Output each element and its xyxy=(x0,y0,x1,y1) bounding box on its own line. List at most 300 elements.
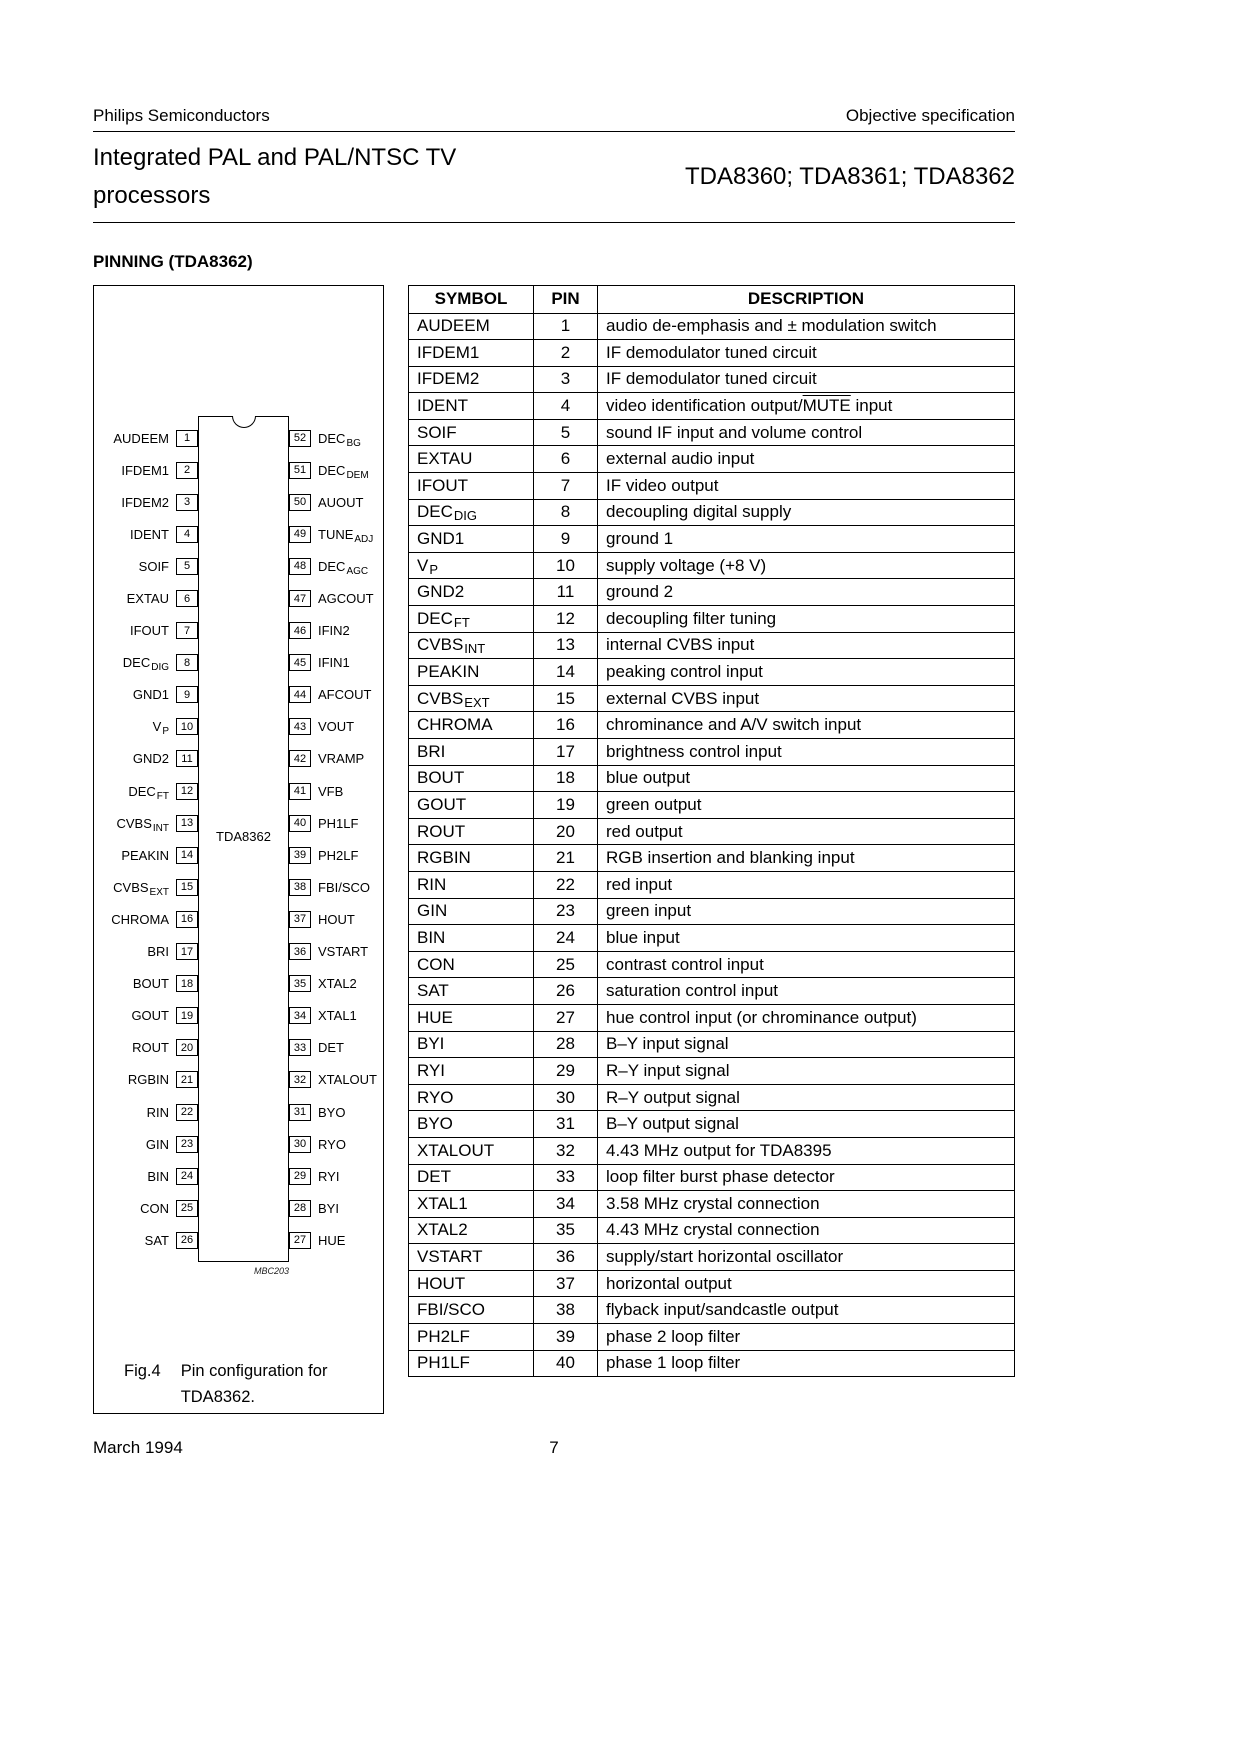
pin-label-text: AGCOUT xyxy=(318,591,374,607)
pin-row xyxy=(100,1224,198,1256)
pin-label xyxy=(130,527,169,542)
pin-row xyxy=(100,1032,198,1064)
symbol-text: XTALOUT xyxy=(417,1140,495,1160)
pin-label xyxy=(318,1169,339,1184)
pin-row xyxy=(100,936,198,968)
pin-row xyxy=(289,1032,401,1064)
pin-number-box: 15 xyxy=(176,879,198,896)
description-text: input xyxy=(850,396,893,416)
description-cell xyxy=(598,419,1015,446)
symbol-text: BRI xyxy=(417,741,446,761)
description-text: external audio input xyxy=(606,449,755,469)
symbol-cell xyxy=(409,473,534,500)
pin-row xyxy=(289,743,401,775)
description-text: red output xyxy=(606,821,683,841)
symbol-cell xyxy=(409,951,534,978)
pin-row xyxy=(289,582,401,614)
document-header xyxy=(93,106,1015,126)
pin-label xyxy=(133,976,169,991)
symbol-text: RGBIN xyxy=(417,848,471,868)
pin-label-text: SOIF xyxy=(138,558,169,574)
pin-number-box: 21 xyxy=(176,1071,198,1088)
description-text: hue control input (or chrominance output) xyxy=(606,1007,917,1027)
description-text: peaking control input xyxy=(606,662,763,682)
symbol-cell xyxy=(409,632,534,659)
table-row xyxy=(409,898,1015,925)
pin-label-text: RGBIN xyxy=(127,1072,169,1088)
symbol-text: PEAKIN xyxy=(417,662,480,682)
pin-number-box: 27 xyxy=(289,1232,311,1249)
page-content xyxy=(93,0,1015,1754)
symbol-cell xyxy=(409,1324,534,1351)
pin-label-text: GOUT xyxy=(131,1008,169,1024)
pin-label-text: CON xyxy=(140,1200,169,1216)
document-footer xyxy=(93,1438,1015,1458)
description-cell xyxy=(598,526,1015,553)
description-cell xyxy=(598,685,1015,712)
table-row xyxy=(409,792,1015,819)
pin-cell: 12 xyxy=(534,606,598,633)
table-row xyxy=(409,925,1015,952)
pin-label-text: PEAKIN xyxy=(121,847,169,863)
document-title-line1: Integrated PAL and PAL/NTSC TV xyxy=(93,144,457,171)
pin-label-text: IFDEM2 xyxy=(121,494,169,510)
figure-caption-line2: TDA8362. xyxy=(180,1388,255,1406)
description-text: B–Y input signal xyxy=(606,1034,729,1054)
description-text: R–Y output signal xyxy=(606,1087,740,1107)
description-text: phase 2 loop filter xyxy=(606,1326,741,1346)
symbol-cell xyxy=(409,1058,534,1085)
pin-label xyxy=(147,944,169,959)
pin-label xyxy=(318,1072,377,1087)
pin-number-box: 24 xyxy=(176,1168,198,1185)
symbol-cell xyxy=(409,1350,534,1377)
symbol-text: CVBS xyxy=(417,635,464,655)
pin-row xyxy=(289,647,401,679)
pin-label-text: IFOUT xyxy=(130,623,169,639)
table-row xyxy=(409,499,1015,526)
pin-row xyxy=(289,1224,401,1256)
pin-label xyxy=(111,912,169,927)
pin-row xyxy=(100,968,198,1000)
pin-number-box: 39 xyxy=(289,847,311,864)
chip-body xyxy=(198,416,289,1262)
pin-row xyxy=(289,1064,401,1096)
symbol-cell xyxy=(409,898,534,925)
pin-label xyxy=(122,655,169,674)
pin-number-box: 17 xyxy=(176,943,198,960)
pin-label xyxy=(152,719,169,738)
pin-number-box: 25 xyxy=(176,1200,198,1217)
symbol-subscript: P xyxy=(429,561,439,577)
description-text: 3.58 MHz crystal connection xyxy=(606,1193,820,1213)
page-number: 7 xyxy=(549,1438,559,1457)
table-row xyxy=(409,606,1015,633)
table-row xyxy=(409,366,1015,393)
description-text: ground 2 xyxy=(606,582,674,602)
pin-label-text: VSTART xyxy=(318,944,369,960)
symbol-cell xyxy=(409,1244,534,1271)
table-row xyxy=(409,818,1015,845)
symbol-text: GND2 xyxy=(417,582,465,602)
symbol-cell xyxy=(409,1111,534,1138)
pin-row xyxy=(100,711,198,743)
symbol-cell xyxy=(409,499,534,526)
header-company: Philips Semiconductors xyxy=(93,106,270,125)
symbol-cell xyxy=(409,340,534,367)
description-cell xyxy=(598,1137,1015,1164)
symbol-cell xyxy=(409,1217,534,1244)
table-row xyxy=(409,1350,1015,1377)
pin-label-text: BYO xyxy=(318,1104,346,1120)
pin-number-box: 13 xyxy=(176,815,198,832)
symbol-text: RYI xyxy=(417,1060,446,1080)
pin-label xyxy=(128,1072,169,1087)
table-row xyxy=(409,1084,1015,1111)
pin-cell: 32 xyxy=(534,1137,598,1164)
figure-reference-code: MBC203 xyxy=(253,1266,289,1276)
table-row xyxy=(409,765,1015,792)
pin-number-box: 34 xyxy=(289,1007,311,1024)
figure-caption xyxy=(124,1358,327,1410)
symbol-cell xyxy=(409,845,534,872)
pin-cell: 19 xyxy=(534,792,598,819)
description-text: decoupling filter tuning xyxy=(606,608,777,628)
pin-label-subscript: DIG xyxy=(151,662,169,674)
pin-number-box: 31 xyxy=(289,1104,311,1121)
pin-number-box: 26 xyxy=(176,1232,198,1249)
description-text: 4.43 MHz output for TDA8395 xyxy=(606,1140,832,1160)
description-cell xyxy=(598,1270,1015,1297)
description-text: supply/start horizontal oscillator xyxy=(606,1247,844,1267)
pin-label xyxy=(121,848,169,863)
description-cell xyxy=(598,606,1015,633)
pin-cell: 16 xyxy=(534,712,598,739)
table-row xyxy=(409,552,1015,579)
pin-row xyxy=(100,839,198,871)
table-row xyxy=(409,685,1015,712)
description-cell xyxy=(598,845,1015,872)
pin-label xyxy=(133,751,169,766)
pin-row xyxy=(289,454,401,486)
description-cell xyxy=(598,1084,1015,1111)
pin-cell: 28 xyxy=(534,1031,598,1058)
pin-label xyxy=(318,687,371,702)
pin-number-box: 29 xyxy=(289,1168,311,1185)
pin-number-box: 1 xyxy=(176,430,198,447)
symbol-text: SOIF xyxy=(417,422,457,442)
pin-cell: 14 xyxy=(534,659,598,686)
pin-row xyxy=(100,1096,198,1128)
pin-label-text: IFIN2 xyxy=(318,623,350,639)
pin-row xyxy=(100,743,198,775)
pin-label-subscript: AGC xyxy=(346,565,369,577)
symbol-text: FBI/SCO xyxy=(417,1300,486,1320)
description-cell xyxy=(598,925,1015,952)
description-text: B–Y output signal xyxy=(606,1114,739,1134)
description-text: R–Y input signal xyxy=(606,1060,730,1080)
pin-cell: 18 xyxy=(534,765,598,792)
pin-label-text: DEC xyxy=(318,430,346,446)
table-row xyxy=(409,1004,1015,1031)
symbol-cell xyxy=(409,419,534,446)
symbol-cell xyxy=(409,393,534,420)
pin-row xyxy=(289,422,401,454)
pin-label-text: AUDEEM xyxy=(113,430,169,446)
symbol-text: IFDEM2 xyxy=(417,369,480,389)
symbol-cell xyxy=(409,1191,534,1218)
pin-label-text: DET xyxy=(318,1040,344,1056)
pin-label-text: CVBS xyxy=(116,815,152,831)
part-numbers: TDA8360; TDA8361; TDA8362 xyxy=(685,163,1015,190)
pin-row xyxy=(100,1160,198,1192)
description-text: blue input xyxy=(606,927,680,947)
pin-label-text: GIN xyxy=(145,1136,169,1152)
pin-label xyxy=(318,1233,345,1248)
pin-row xyxy=(100,647,198,679)
pin-label xyxy=(131,1008,169,1023)
pin-cell: 26 xyxy=(534,978,598,1005)
pin-label-text: HOUT xyxy=(318,911,355,927)
table-row xyxy=(409,712,1015,739)
pin-label xyxy=(113,431,169,446)
pin-number-box: 28 xyxy=(289,1200,311,1217)
table-row xyxy=(409,659,1015,686)
pin-number-box: 46 xyxy=(289,622,311,639)
pin-label-text: DEC xyxy=(318,558,346,574)
description-text: ground 1 xyxy=(606,529,674,549)
pin-label xyxy=(318,880,370,895)
figure-caption-text xyxy=(181,1358,328,1410)
description-cell xyxy=(598,366,1015,393)
pin-number-box: 9 xyxy=(176,686,198,703)
pin-label xyxy=(116,815,169,834)
pin-label xyxy=(121,495,169,510)
column-header: DESCRIPTION xyxy=(598,286,1015,314)
description-cell xyxy=(598,446,1015,473)
table-row xyxy=(409,1244,1015,1271)
description-cell xyxy=(598,739,1015,766)
column-header: SYMBOL xyxy=(409,286,534,314)
symbol-cell xyxy=(409,871,534,898)
pin-row xyxy=(100,486,198,518)
pin-cell: 4 xyxy=(534,393,598,420)
pin-number-box: 12 xyxy=(176,783,198,800)
pin-cell: 10 xyxy=(534,552,598,579)
symbol-cell xyxy=(409,739,534,766)
pin-cell: 22 xyxy=(534,871,598,898)
symbol-text: IFDEM1 xyxy=(417,342,480,362)
pin-cell: 33 xyxy=(534,1164,598,1191)
title-rule xyxy=(93,222,1015,223)
pin-label-text: HUE xyxy=(318,1232,346,1248)
description-cell xyxy=(598,659,1015,686)
pin-row xyxy=(289,711,401,743)
pin-cell: 3 xyxy=(534,366,598,393)
pin-label-text: FBI/SCO xyxy=(318,879,371,895)
pin-label xyxy=(318,751,364,766)
pin-row xyxy=(289,871,401,903)
pin-number-box: 36 xyxy=(289,943,311,960)
pin-number-box: 49 xyxy=(289,526,311,543)
description-text: red input xyxy=(606,874,673,894)
symbol-text: XTAL2 xyxy=(417,1220,468,1240)
pin-number-box: 48 xyxy=(289,558,311,575)
pin-label-text: V xyxy=(152,719,162,735)
description-cell xyxy=(598,313,1015,340)
pin-label xyxy=(318,944,368,959)
pin-number-box: 16 xyxy=(176,911,198,928)
table-row xyxy=(409,1191,1015,1218)
symbol-text: EXTAU xyxy=(417,449,473,469)
pin-label-subscript: FT xyxy=(156,790,169,802)
description-cell xyxy=(598,632,1015,659)
pin-cell: 20 xyxy=(534,818,598,845)
pin-row xyxy=(100,615,198,647)
table-row xyxy=(409,739,1015,766)
pin-cell: 7 xyxy=(534,473,598,500)
pin-label xyxy=(139,559,169,574)
pin-row xyxy=(289,1000,401,1032)
symbol-text: VSTART xyxy=(417,1247,483,1267)
symbol-text: RYO xyxy=(417,1087,454,1107)
pin-cell: 24 xyxy=(534,925,598,952)
symbol-text: CON xyxy=(417,954,455,974)
pin-row xyxy=(289,903,401,935)
table-row xyxy=(409,313,1015,340)
pin-cell: 11 xyxy=(534,579,598,606)
table-row xyxy=(409,1031,1015,1058)
table-header-row xyxy=(409,286,1015,314)
document-title xyxy=(93,139,456,215)
pin-row xyxy=(289,807,401,839)
pin-label-text: PH2LF xyxy=(318,847,359,863)
pin-label xyxy=(133,687,169,702)
table-row xyxy=(409,951,1015,978)
pin-label xyxy=(318,784,343,799)
pin-label xyxy=(130,623,169,638)
pin-cell: 23 xyxy=(534,898,598,925)
pin-label xyxy=(127,591,169,606)
pin-label xyxy=(318,1201,339,1216)
table-row xyxy=(409,1164,1015,1191)
pin-number-box: 52 xyxy=(289,430,311,447)
description-text: contrast control input xyxy=(606,954,764,974)
pin-number-box: 47 xyxy=(289,590,311,607)
symbol-text: HOUT xyxy=(417,1273,466,1293)
table-body xyxy=(409,313,1015,1377)
pin-label xyxy=(318,623,350,638)
pin-label xyxy=(121,463,169,478)
description-text: video identification output/ xyxy=(606,396,803,416)
pin-label xyxy=(318,1008,357,1023)
description-cell xyxy=(598,765,1015,792)
pin-configuration-figure xyxy=(93,285,384,1414)
pin-label xyxy=(318,912,355,927)
symbol-subscript: DIG xyxy=(453,508,478,524)
description-text: audio de-emphasis and ± modulation switch xyxy=(606,316,937,336)
table-row xyxy=(409,632,1015,659)
pin-label-text: SAT xyxy=(144,1232,169,1248)
symbol-cell xyxy=(409,659,534,686)
table-row xyxy=(409,1137,1015,1164)
pin-label-text: ROUT xyxy=(132,1040,169,1056)
pin-number-box: 40 xyxy=(289,815,311,832)
table-row xyxy=(409,393,1015,420)
pin-row xyxy=(100,1192,198,1224)
pin-label xyxy=(146,1137,169,1152)
symbol-cell xyxy=(409,579,534,606)
pin-number-box: 11 xyxy=(176,750,198,767)
description-text: IF demodulator tuned circuit xyxy=(606,369,817,389)
pin-label-text: BRI xyxy=(147,944,169,960)
symbol-cell xyxy=(409,1137,534,1164)
pin-label-text: IDENT xyxy=(130,526,169,542)
pin-label xyxy=(147,1105,169,1120)
description-text: supply voltage (+8 V) xyxy=(606,555,767,575)
pin-cell: 37 xyxy=(534,1270,598,1297)
pin-number-box: 33 xyxy=(289,1039,311,1056)
description-cell xyxy=(598,898,1015,925)
pin-label-text: CVBS xyxy=(113,879,149,895)
description-cell xyxy=(598,473,1015,500)
symbol-text: IDENT xyxy=(417,396,468,416)
symbol-cell xyxy=(409,925,534,952)
description-cell xyxy=(598,393,1015,420)
symbol-text: BYO xyxy=(417,1114,453,1134)
pin-label-text: AFCOUT xyxy=(318,687,372,703)
footer-date: March 1994 xyxy=(93,1438,183,1457)
table-header xyxy=(409,286,1015,314)
symbol-cell xyxy=(409,1004,534,1031)
pin-number-box: 19 xyxy=(176,1007,198,1024)
symbol-text: DEC xyxy=(417,502,453,522)
pin-label xyxy=(318,976,357,991)
description-cell xyxy=(598,712,1015,739)
pin-number-box: 42 xyxy=(289,750,311,767)
pin-row xyxy=(100,807,198,839)
pin-number-box: 7 xyxy=(176,622,198,639)
description-text: saturation control input xyxy=(606,981,778,1001)
pin-label-text: BIN xyxy=(147,1168,169,1184)
section-heading: PINNING (TDA8362) xyxy=(93,252,253,271)
pin-cell: 17 xyxy=(534,739,598,766)
symbol-cell xyxy=(409,313,534,340)
pin-label-subscript: INT xyxy=(152,822,169,834)
pin-label-text: TUNE xyxy=(318,526,354,542)
description-cell xyxy=(598,579,1015,606)
symbol-cell xyxy=(409,1084,534,1111)
description-text: internal CVBS input xyxy=(606,635,755,655)
pin-label xyxy=(318,1105,345,1120)
pin-number-box: 43 xyxy=(289,718,311,735)
pin-number-box: 37 xyxy=(289,911,311,928)
figure-number: Fig.4 xyxy=(124,1362,161,1380)
pin-number-box: 2 xyxy=(176,462,198,479)
symbol-subscript: FT xyxy=(453,614,470,630)
table-row xyxy=(409,419,1015,446)
table-row xyxy=(409,845,1015,872)
description-cell xyxy=(598,1350,1015,1377)
pin-label-text: GND1 xyxy=(132,687,169,703)
pin-label-text: RIN xyxy=(146,1104,169,1120)
pin-number-box: 45 xyxy=(289,654,311,671)
description-cell xyxy=(598,340,1015,367)
symbol-text: RIN xyxy=(417,874,447,894)
table-row xyxy=(409,978,1015,1005)
pin-row xyxy=(100,1064,198,1096)
description-cell xyxy=(598,1217,1015,1244)
